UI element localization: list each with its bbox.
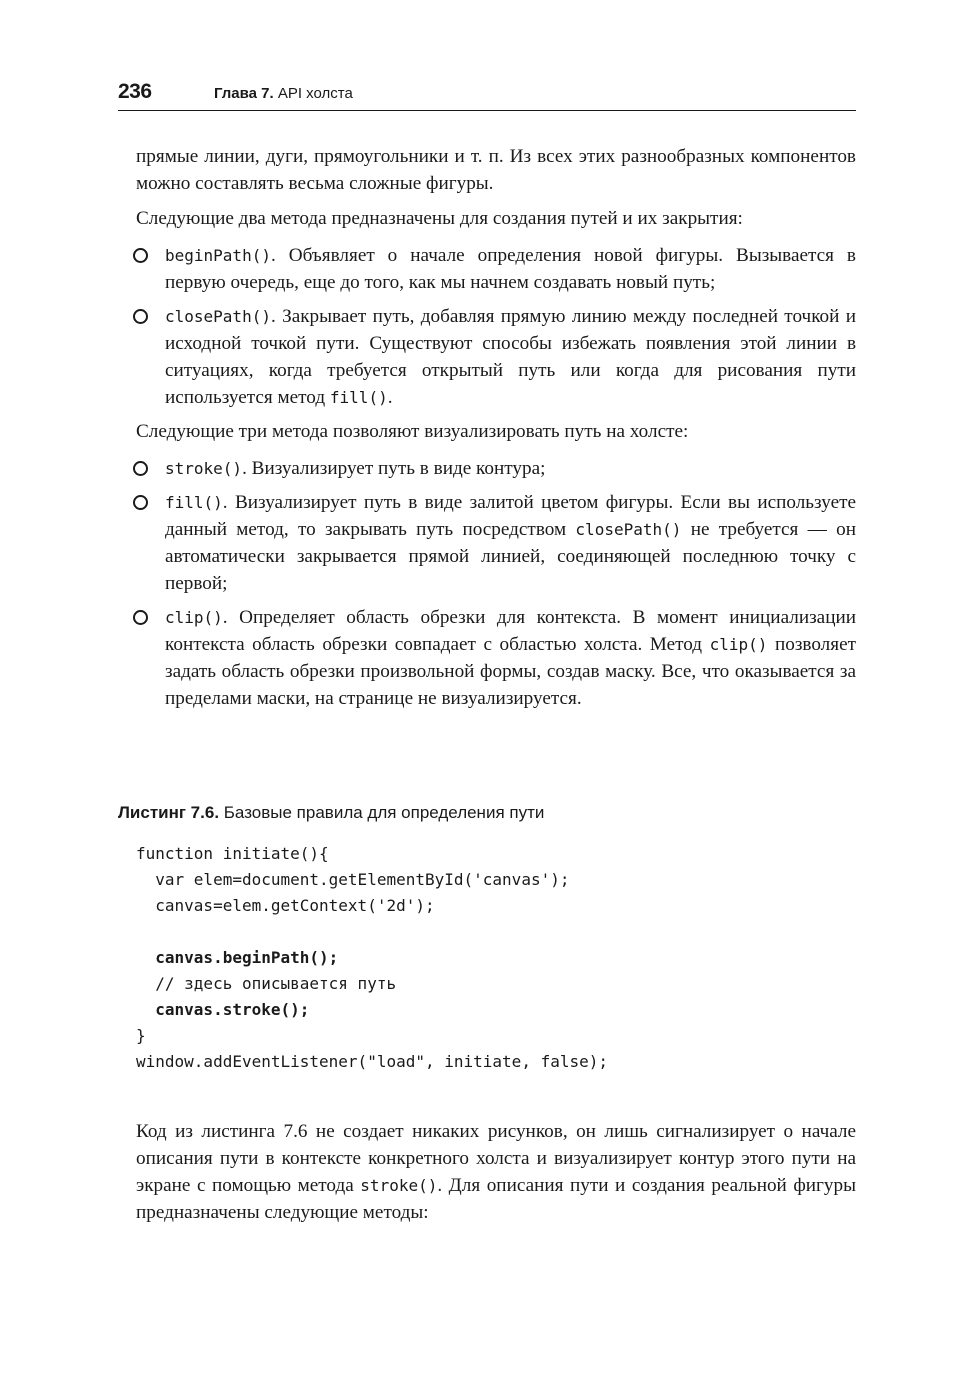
code-line-highlighted: canvas.stroke();	[136, 1000, 310, 1019]
list-item-fill	[136, 489, 856, 597]
method-name: beginPath()	[165, 246, 271, 265]
code-listing	[136, 841, 608, 1075]
inline-code: stroke()	[360, 1176, 438, 1196]
list-item-closepath	[136, 303, 856, 411]
method-description-end: позволяет задать область обрезки произвольной формы, создав маску. Все, что оказывается за пределами маски, на странице не визуализируется.	[165, 634, 856, 709]
listing-caption	[118, 803, 544, 823]
bullet-circle-icon	[133, 610, 148, 625]
page-number: 236	[118, 80, 152, 103]
body-text	[136, 143, 856, 719]
method-name: clip()	[165, 608, 223, 627]
method-description: . Закрывает путь, добавляя прямую линию между последней точкой и исходной точкой пути. Существуют способы избежать появления этой линии в ситуациях, когда требуется открытый путь или когда для рисования пути используется метод	[165, 306, 856, 408]
running-head	[214, 85, 353, 102]
listing-label: Листинг 7.6.	[118, 803, 220, 822]
intro-paragraph: прямые линии, дуги, прямоугольники и т. п. Из всех этих разнообразных компонентов можно составлять весьма сложные фигуры.	[136, 146, 856, 194]
code-line: canvas=elem.getContext('2d');	[136, 896, 435, 915]
path-methods-list	[136, 242, 856, 411]
list-item-beginpath	[136, 242, 856, 296]
code-line: window.addEventListener("load", initiate, false);	[136, 1052, 609, 1071]
list-item-clip	[136, 604, 856, 712]
inline-code: clip()	[709, 635, 768, 654]
bullet-circle-icon	[133, 248, 148, 263]
chapter-title: API холста	[273, 85, 353, 102]
code-line: var elem=document.getElementById('canvas');	[136, 870, 570, 889]
bullet-circle-icon	[133, 461, 148, 476]
conclusion-paragraph	[136, 1118, 856, 1226]
method-name: closePath()	[165, 307, 271, 326]
method-description: . Объявляет о начале определения новой фигуры. Вызывается в первую очередь, еще до того, как мы начнем создавать новый путь;	[165, 245, 856, 293]
bullet-circle-icon	[133, 495, 148, 510]
method-description: . Визуализирует путь в виде контура;	[242, 458, 546, 479]
method-description-end: не требуется — он автоматически закрывается прямой линией, соединяющей последнюю точку с первой;	[165, 519, 856, 594]
render-methods-intro: Следующие три метода позволяют визуализировать путь на холсте:	[136, 421, 689, 442]
code-line-highlighted: canvas.beginPath();	[136, 948, 339, 967]
render-methods-list	[136, 455, 856, 712]
method-description-end: .	[387, 387, 393, 408]
code-line-blank	[136, 919, 608, 945]
inline-code: closePath()	[575, 520, 682, 539]
list-item-stroke	[136, 455, 856, 482]
method-description: . Определяет область обрезки для контекста. В момент инициализации контекста область обрезки совпадает с областью холста. Метод	[165, 607, 856, 655]
code-comment: // здесь описывается путь	[136, 974, 397, 993]
page-header	[118, 80, 856, 111]
method-name: stroke()	[165, 459, 243, 478]
bullet-circle-icon	[133, 309, 148, 324]
method-name: fill()	[165, 493, 223, 512]
chapter-label: Глава 7.	[214, 85, 274, 102]
conclusion-text: Код из листинга 7.6 не создает никаких рисунков, он лишь сигнализирует о начале описания пути в контексте конкретного холста и визуализирует контур этого пути на экране с помощью метода	[136, 1121, 856, 1197]
method-description: . Визуализирует путь в виде залитой цветом фигуры. Если вы используете данный метод, то закрывать путь посредством	[165, 492, 856, 540]
conclusion-text-end: . Для описания пути и создания реальной фигуры предназначены следующие методы:	[136, 1175, 857, 1224]
code-line: }	[136, 1026, 146, 1045]
listing-title: Базовые правила для определения пути	[219, 803, 545, 822]
path-methods-intro: Следующие два метода предназначены для создания путей и их закрытия:	[136, 208, 743, 229]
inline-code: fill()	[329, 388, 388, 407]
code-line: function initiate(){	[136, 844, 329, 863]
